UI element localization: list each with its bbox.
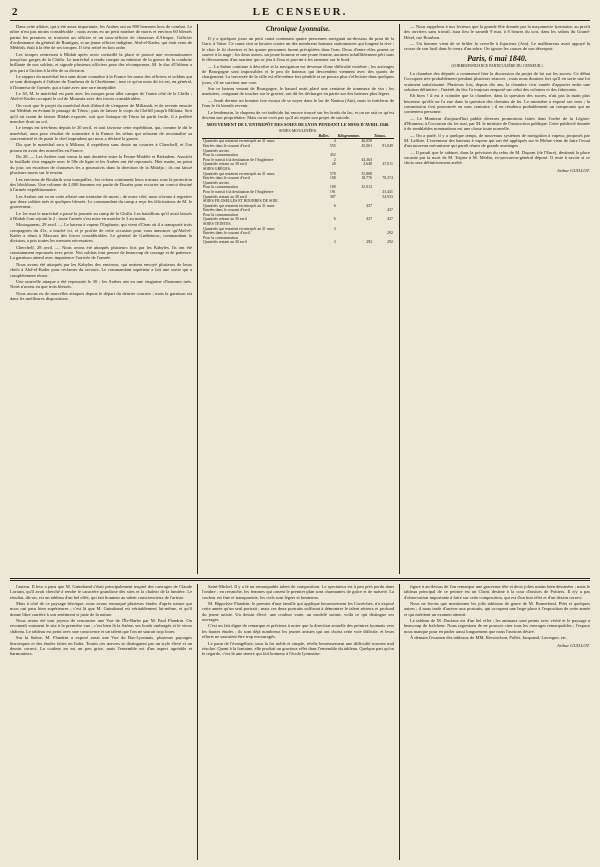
table-cell: Pour le transit à la destination de l'Angleterre — [203, 157, 274, 162]
paragraph: figure à au-dessus de l'on remarque une gracieuse tête et deux jolies mains bien dessinées ; mais le tableau principal de ce peintre est un Christ destiné à la cour d'assises de Poitiers. Il n'y a pas d'observation importante à faire sur cette composition, qui est d'un bon effet et d'un dessin correct. — [404, 584, 590, 600]
table-cell: Entrées dans le courant d'avril — [203, 143, 250, 148]
paragraph: M. Hippolyte Flandrin, le premier d'une famille qui applique heureusement les Corrèches, n'a exposé cette année qu'un seul portrait ; mais ces deux portraits suffiront à démontrer le talent sérieux et profond du jeune artiste. Un dessin élevé, une couleur vraie, un modelé savant, voilà ce qui distingue ses ouvrages. — [202, 601, 394, 622]
table-cell: 45,061 — [361, 143, 373, 148]
table-cell: 46,058 — [361, 139, 373, 144]
upper-column-2 — [202, 24, 394, 574]
table-cell: 47,011 — [382, 162, 393, 167]
table-cell: 54,933 — [382, 194, 393, 199]
table-cell: 555 — [329, 143, 336, 148]
table-cell: Quantités restant au 30 avril — [203, 194, 247, 199]
table-cell: 44,363 — [361, 157, 373, 162]
table-cell: 437 — [387, 208, 393, 213]
table-cell: Pour la consommation — [203, 235, 239, 240]
paragraph: l'auteur. Il leur a paru que M. Guindrand s'était principalement inspiré des ouvrages de Claude Lorrain, qu'il avait cherché à rendre le caractère grandiose des sites et la chaleur de la lumière. Le résultat, dit-on, est un tableau d'un bel effet, qui fait honneur au talent consciencieux de l'artiste. — [10, 584, 192, 600]
table-cell: Quantités restant au 30 avril — [203, 240, 247, 245]
paragraph: Sur la Saône, M. Flandrin a exposé aussi une Vue du Bas-Lyonnais, plusieurs paysages historiques et des études faites en Italie. Toutes ces œuvres se distinguent par un style élevé et un dessin correct. La couleur en est un peu grise, mais l'ensemble est d'un aspect agréable et harmonieux. — [10, 635, 192, 657]
column-signature: Arthur GUILLOT. — [556, 167, 590, 173]
column-rule — [197, 24, 198, 574]
upper-column-3 — [404, 24, 590, 574]
column-rule — [197, 584, 198, 860]
table-cell: SOIES FILOSELLES ET BOURRES DE SOIE. — [203, 199, 279, 204]
table-cell: 292 — [387, 231, 393, 236]
table-cell: 23,012 — [361, 185, 373, 190]
paragraph: Le lendemain, le chapeau de cet individu fut encore trouvé sur les bords du lac, et on ne sait ce qu'est devenu son propriétaire. Mais on ne croit pas qu'il ait repris son projet de suicide. — [202, 109, 394, 120]
table-cell: 55,808 — [361, 171, 373, 176]
table-cell: 437 — [366, 217, 373, 222]
masthead: LE CENSEUR. — [252, 6, 348, 18]
paragraph: La chambre des députés a commencé hier la discussion du projet de loi sur les sucres. Ce débat l'occupera très-probablement pendant plusieurs séances ; mais nous doutons fort qu'il en sorte une loi vraiment satisfaisante. Plusieurs fois, depuis dix ans, la chambre s'est vantée d'apporter enfin une solution définitive ; l'intérêt du fisc l'a toujours emporté sur celui des colonies et des fabricants. — [404, 70, 590, 92]
paragraph: — Un homme vient de se brûler la cervelle à Jujurieux (Ain). Le malheureux avait appuyé la crosse de son fusil dans le creux d'un arbre. On ignore les causes de son désespoir. — [404, 41, 590, 52]
paragraph: Le rapport du maréchal fera sans doute connaître à la France les noms des officiers et soldats qui se sont distingués à l'affaire du Tombeau de la Chrétienne ; tout ce qu'on nous dit ici est, en général, à l'honneur de l'armée, qui a lutté avec une rare intrépidité. — [10, 74, 192, 90]
table-cell: Quantités qui restaient en entrepôt au 31 mars — [203, 139, 275, 144]
table-cell: Pour le transit à la destination de l'Angleterre — [203, 189, 274, 194]
table-cell: 292 — [366, 240, 373, 245]
paragraph: Nous avons été attaqués par les Kabyles des environs, qui avaient envoyé plusieurs de leurs chefs à Abd-el-Kader pour réclamer du secours. Le commandant supérieur a fait une sortie qui a complètement réussi. — [10, 261, 192, 278]
paragraph: C'est un fait digne de remarque et précieux à noter que la direction actuelle des peintres lyonnais vers les hautes études ; ils sont déjà nombreux les jeunes artistes qui ont choisi cette voie difficile, et leurs efforts ne sauraient être trop encouragés. — [202, 623, 394, 640]
table-cell: Entrées dans le courant d'avril — [203, 231, 250, 236]
table-cell: Quantités restant au 30 avril — [203, 162, 247, 167]
paragraph: Mais à côté de ce paysage héroïque, nous avons remarqué plusieurs études d'après nature qui nous ont paru bien supérieures ; c'est là que M. Guindrand est véritablement lui-même, et qu'il donne libre carrière à son sentiment si juste de la nature. — [10, 601, 192, 617]
table-cell: 188 — [329, 176, 336, 181]
section-heading: Chronique Lyonnaise. — [265, 25, 331, 33]
table-cell: 180 — [329, 185, 336, 190]
table-cell: 387 — [329, 194, 336, 199]
table-header-cell: Balles. — [318, 134, 337, 139]
paragraph: Les environs de Boufarik sont tranquilles ; les colons continuent leurs travaux sous la protection des blockhaus. Une colonne de 2,000 hommes est partie de Douéra pour escorter un convoi destiné à l'armée expéditionnaire. — [10, 176, 192, 193]
table-cell: 2,648 — [363, 162, 373, 167]
table-cell: Quantités sorties. — [203, 148, 231, 153]
table-cell: Quantités qui restaient en entrepôt au 31 mars — [203, 226, 275, 231]
table-cell: 4 — [333, 139, 336, 144]
paragraph: — Nous rappelons à nos lecteurs que la grande fête donnée par la maçonnerie lyonnaise, au profit des ouvriers sans travail, aura lieu le samedi 9 mai, à 8 heures du soir, dans les salons du Grand-Hôtel, rue Bourbon. — [404, 24, 590, 40]
paragraph: À demain l'examen des tableaux de MM. Revoirchon, Pollet, Jacquand, Lavergne, etc. — [410, 635, 568, 641]
paragraph: Mostaganem, 29 avril. — Le bateau à vapeur l'Euphrate, qui vient d'Oran où il a transporté trois compagnies du 41e, a touché ici, et je profite de cette occasion pour vous annoncer qu'Abd-el-Kader a réuni à Mascara des forces considérables. Le général de Guéhéneuc, commandant la division, a pris toutes les mesures nécessaires. — [10, 222, 192, 244]
paragraph: Le temps est très-beau depuis le 20 avril, et tout favorise cette expédition, qui, comme le dit le maréchal, aura pour résultat de soumettre à la France les tribus qui refusent de reconnaître sa souveraineté et de punir le chef imprudent qui nous a déclaré la guerre. — [10, 125, 192, 141]
table-cell: 18,776 — [361, 176, 373, 181]
paragraph: Les Arabes ont eu en cette affaire une trentaine de morts ; de notre côté, nous n'avons à regretter que deux soldats tués et quelques blessés. Le commandant du camp a reçu les félicitations de M. le gouverneur. — [10, 193, 192, 210]
paragraph: Le tableau de M. Duclaux est d'un bel effet ; les animaux sont peints avec vérité et le paysage a beaucoup de fraîcheur. Nous regrettons de ne pouvoir citer tous les ouvrages remarquables ; l'espace nous manque pour en parler aussi longuement que nous l'aurions désiré. — [404, 618, 590, 634]
paragraph: — On a parlé, il y a quelque temps, de nouveaux systèmes de navigation à vapeur, proposés par M. Laffitte. L'inventeur des bateaux à vapeur qui ont été appliqués sur le Rhône vient de faire l'essai d'un nouveau mécanisme qui paraît réunir de grands avantages. — [404, 132, 590, 149]
table-cell: Pour la consommation — [203, 185, 239, 190]
table-cell: Quantités sorties. — [203, 180, 231, 185]
table-cell: Quantités qui restaient en entrepôt au 31 mars — [203, 171, 275, 176]
paragraph: Saint-Michel. Il y a là un remarquable talent de composition. Le spectateur est à peu près perdu dans l'ombre ; en revanche, les femmes qui ornent le premier plan sont charmantes de grâce et de naïveté. La couleur est fine et transparente, les ciels sont légers et lumineux. — [202, 584, 394, 600]
paragraph: Eh bien ! il est à craindre que la chambre, dans la question des sucres, n'ait pas la main plus heureuse qu'elle ne l'a eue dans la question des chemins de fer. Le ministère a exposé ses vues ; la commission s'est prononcée en sens contraire ; il en résultera probablement un compromis qui ne contentera personne. — [404, 93, 590, 115]
upper-column-1 — [10, 24, 192, 574]
paragraph: — La Saône continue à décroître et la navigation est devenue d'une difficulté extrême ; les arrivages de Bourgogne sont impossibles et le peu de bateaux qui descendent viennent avec des quarts de chargement. La traversée de la ville est elle-même fort pénible et ne pourra plus s'effectuer dans quelques jours, s'il ne survient une crue. — [202, 63, 394, 85]
table-cell: 23,441 — [382, 189, 393, 194]
correspondence-note: (CORRESPONDANCE PARTICULIÈRE DU CENSEUR.) — [451, 63, 543, 68]
table-cell: Pour la consommation — [203, 212, 239, 217]
paragraph: Sur ce bateau venant de Bourgogne, le hasard avait placé une centaine de tonneaux de vin ; les mariniers, craignant de toucher sur le gravier, ont dû les décharger en partie sur des bateaux plus légers. — [202, 86, 394, 97]
paragraph: On croit que le projet du maréchal était d'abord de s'emparer de Milianah, et de revenir ensuite sur Médéah en évitant le passage de Ténia ; puis de laisser le corps du Chéliff jusqu'à Miliana. Soit qu'il ait craint de laisser Blidah exposée, soit que l'attaque de Ténia lui parût facile, il a préféré marcher droit au col. — [10, 102, 192, 124]
paragraph: — Jeudi dernier un homme ivre essaya de se noyer dans le lac de Nantua (Ain), mais la fraîcheur de l'eau le fit bientôt revenir. — [202, 97, 394, 109]
table-header-cell: Totaux. — [373, 134, 394, 139]
paragraph: Les troupes rentreront à Blidah après avoir ravitaillé la place et poussé une reconnaissance jusqu'aux gorges de la Chiffa. Le maréchal a rendu compte au ministre de la guerre de la conduite brillante de nos soldats, et signale plusieurs officiers pour des récompenses. M. le duc d'Orléans a pris part à l'action à la tête de sa division. — [10, 51, 192, 73]
page-number: 2 — [12, 6, 18, 18]
table-cell: 452 — [329, 153, 336, 158]
paragraph: Le 1er mai le maréchal a passé la journée au camp de la Chiffa. Les bataillons qu'il avait laissés à Blidah l'ont rejoint le 2 ; toute l'armée s'est mise en marche le 3 au matin. — [10, 210, 192, 221]
table-cell: 3 — [333, 240, 336, 245]
table-cell: 78,374 — [382, 176, 393, 181]
table-cell: 437 — [366, 203, 373, 208]
column-rule — [399, 584, 400, 860]
paragraph: Nous avons été tout joyeux de rencontrer une Vue de l'Île-Barbe par M. Paul Flandrin. On reconnaît vraiment le site à la première vue ; c'est bien là la Saône, ses bords ombragés et le vieux château. Le tableau est peint avec une conscience et un talent que l'on ne saurait trop louer. — [10, 618, 192, 634]
paragraph: — Le Moniteur d'aujourd'hui publie diverses promotions faites dans l'ordre de la Légion-d'Honneur, à l'occasion du 1er mai, par M. le ministre de l'instruction publique. Cette publicité donnée à de semblables nominations est une chose toute nouvelle. — [404, 115, 590, 132]
table-title: MOUVEMENT DE L'ENTREPÔT DES SOIES DE LYON PENDANT LE MOIS D'AVRIL 1840. — [206, 122, 390, 128]
paragraph: Le paon de l'évangéliste, sous la foi noble et simple, révèle heureusement une difficulté souvent mal résolue. Quant à la fontaine, elle produit un gracieux effet dans l'ensemble du tableau. Quelque part qu'on le regarde, c'est là une œuvre qui fait honneur à l'école lyonnaise. — [202, 640, 394, 657]
paragraph: — Il paraît que le cabinet, dans la prévision du refus de M. Dupont (de l'Eure), destinait la place vacante par la mort de M. Tripier à M. Merlin, ex-procureur-général déposé. Il reste à savoir si ce choix sera définitivement arrêté. — [404, 149, 590, 166]
table-cell: 191 — [329, 189, 336, 194]
table-cell: Quantités qui restaient en entrepôt au 31 mars — [203, 203, 275, 208]
table-cell: 578 — [329, 171, 336, 176]
table-cell: Entrées dans le courant d'avril — [203, 208, 250, 213]
table-cell: Entrées dans le courant d'avril — [203, 176, 250, 181]
table-subtitle: SOIES MOULINÉES. — [279, 127, 317, 133]
paragraph: Nous avons eu de nouvelles attaques depuis le départ du dernier courrier ; mais la garnison est dans les meilleures dispositions. — [10, 290, 192, 302]
table-header-cell: Kilogrammes. — [337, 134, 373, 139]
lower-column-3 — [404, 584, 590, 860]
table-cell: 292 — [387, 240, 393, 245]
table-cell: 6 — [333, 217, 336, 222]
paragraph: Dans cette affaire, qui a été assez importante, les Arabes ont eu 800 hommes hors de combat. Le nôtre n'est pas moins considérable ; nous avons eu un petit nombre de morts et environ 60 blessés parmi les premiers se trouvent un officier et un sous-officier de chasseurs d'Afrique, l'officier d'ordonnance du général de Rumigny, et un jeune officier indigène. Abd-el-Kader, qui était venu de Médéah, était à la tête de ses troupes. Il s'est retiré en bon ordre. — [10, 24, 192, 51]
header-rule — [10, 20, 590, 21]
table-cell: Pour la consommation — [203, 153, 239, 158]
table-cell: SOIES GRÈGES. — [203, 166, 231, 171]
table-cell: 2 — [333, 157, 336, 162]
silk-warehouse-table — [202, 134, 394, 245]
paragraph: Une nouvelle attaque a été repoussée le 30 ; les Arabes ont eu une vingtaine d'hommes tués. Nous n'avons eu que trois blessés. — [10, 278, 192, 290]
paragraph: Dis que le maréchal sera à Miliana, il expédiera sans doute un courrier à Cherchell, et l'on pourra en avoir des nouvelles en France. — [10, 142, 192, 153]
paragraph: Du 28. — Les Arabes sont venus la nuit dernière entre la Ferme-Modèle et Birkadem. Aussitôt la fusillade s'est engagée avec le 58e de ligne et les Arabes ont été repoussés. Hier matin, au point du jour, un escadron de chasseurs les a poursuivis dans la direction de la Mitidja ; ils ont laissé plusieurs morts sur le terrain. — [10, 154, 192, 176]
table-cell: 6 — [333, 203, 336, 208]
paragraph: Il y a quelques jours un petit canot contenant quatre personnes naviguait au-dessous du pont de la Gare, à Vaise. Ce canot vint se heurter contre un des nombreux bateaux stationnaires qui longent la rive ; le choc le fit chavirer et les quatre personnes furent précipitées dans l'eau. Deux d'entre elles purent se sauver à la nage ; les deux autres, un jeune homme et une jeune femme, auraient infailliblement péri sans le dévouement d'un mariner qui se jeta à l'eau et parvint à les ramener sur le bord. — [202, 36, 394, 63]
page-header — [10, 6, 590, 20]
table-cell: 437 — [387, 217, 393, 222]
paragraph: Nous ne ferons que mentionner les jolis tableaux de genre de M. Bonnefond, Pilet et quelques autres ; il nous tarde d'arriver aux portraits, qui occupent une large place à l'exposition de cette année et qui méritent un examen attentif. — [404, 601, 590, 617]
paragraph: Cherchell, 28 avril. — Nous avons été attaqués plusieurs fois par les Kabyles. Ils ont été constamment repoussés avec perte. Nos soldats font preuve de beaucoup de courage et de patience. La garnison attend avec impatience l'arrivée de l'armée. — [10, 244, 192, 261]
table-cell: SOIES TEINTES. — [203, 222, 232, 227]
lower-column-2 — [202, 584, 394, 860]
table-cell: 3 — [333, 226, 336, 231]
newspaper-page — [10, 6, 590, 862]
article-signature: Arthur GUILLOT. — [556, 642, 590, 648]
lower-column-1 — [10, 584, 192, 860]
table-cell: 28 — [331, 162, 336, 167]
paris-dateline: Paris, 6 mai 1840. — [467, 53, 527, 63]
paragraph: Le 30, M. le maréchal est parti avec les troupes pour aller camper de l'autre côté de la Chiffa ; Abd-el-Kader occupait le col de Mouzaïa avec des forces considérables. — [10, 91, 192, 102]
table-row — [202, 240, 394, 245]
table-cell: Quantités restant au 30 avril — [203, 217, 247, 222]
section-rule — [10, 578, 590, 581]
column-rule — [399, 24, 400, 574]
table-cell: 91,049 — [382, 143, 393, 148]
